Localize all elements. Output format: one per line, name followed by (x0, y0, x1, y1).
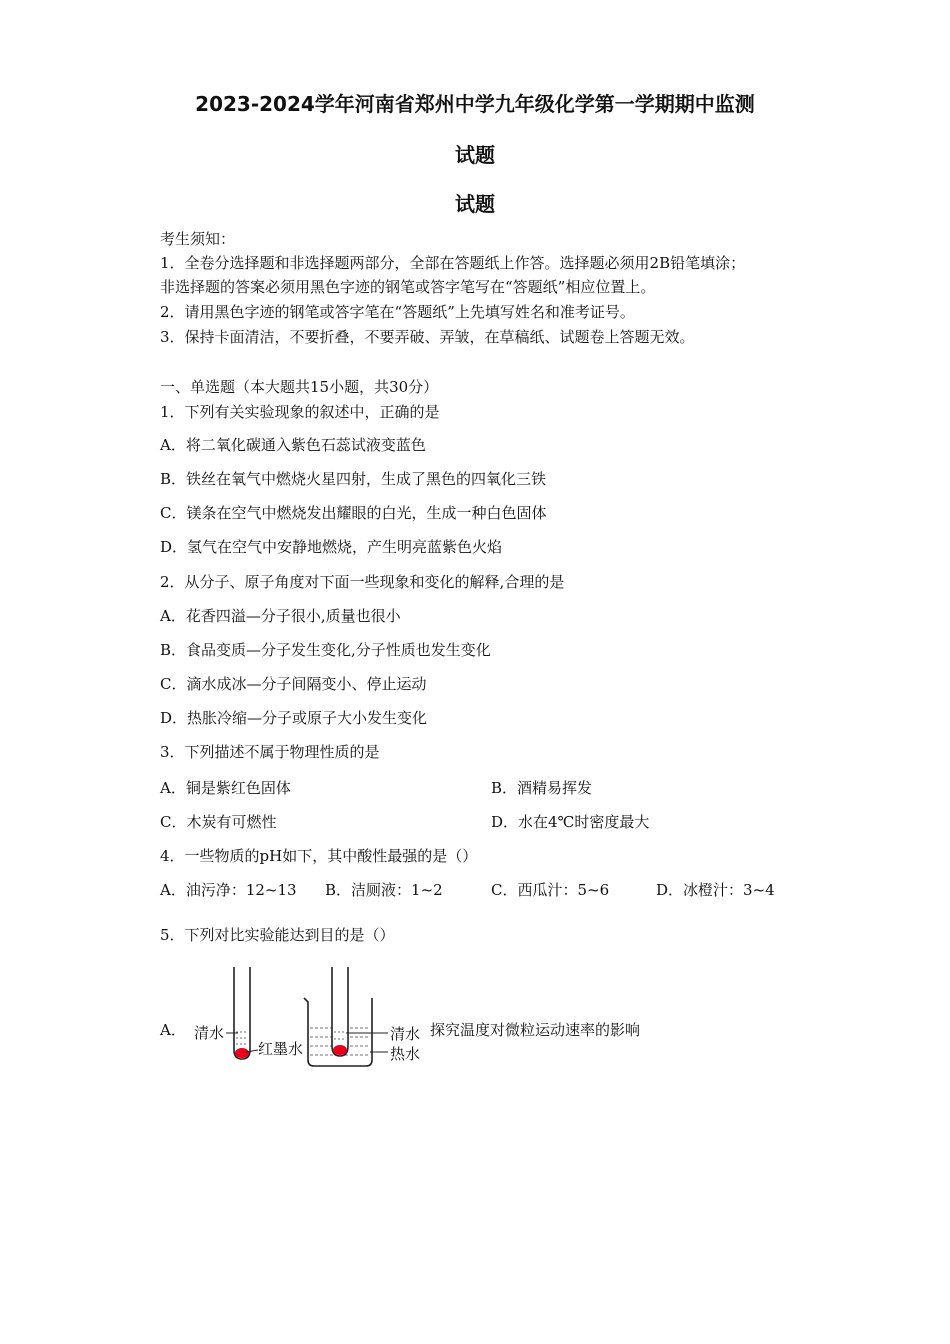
label-hot-water: 热水 (390, 1045, 421, 1063)
q1-option-c: C．镁条在空气中燃烧发出耀眼的白光，生成一种白色固体 (160, 504, 547, 522)
left-red-ink-drop (235, 1048, 249, 1058)
q3-option-a: A．铜是紫红色固体 (160, 779, 291, 797)
q1-option-a: A．将二氧化碳通入紫色石蕊试液变蓝色 (160, 436, 426, 454)
page-subtitle: 试题 (455, 192, 495, 216)
q4-stem: 4．一些物质的pH如下，其中酸性最强的是（） (160, 847, 478, 865)
left-test-tube (234, 967, 250, 1059)
q5-stem: 5．下列对比实验能达到目的是（） (160, 926, 395, 944)
q2-option-c: C．滴水成冰—分子间隔变小、停止运动 (160, 675, 427, 693)
right-test-tube (332, 967, 348, 1056)
page-title: 2023-2024学年河南省郑州中学九年级化学第一学期期中监测 (195, 92, 755, 116)
notice-line-4: 3．保持卡面清洁，不要折叠，不要弄破、弄皱，在草稿纸、试题卷上答题无效。 (160, 328, 695, 346)
label-red-ink: 红墨水 (258, 1040, 304, 1058)
q1-option-d: D．氢气在空气中安静地燃烧，产生明亮蓝紫色火焰 (160, 538, 503, 556)
q5-option-a-letter: A． (160, 1021, 186, 1039)
q3-option-d: D．水在4℃时密度最大 (491, 813, 650, 831)
notice-heading: 考生须知： (160, 230, 236, 248)
notice-line-1: 1．全卷分选择题和非选择题两部分，全部在答题纸上作答。选择题必须用2B铅笔填涂； (160, 254, 746, 272)
page-title-line2: 试题 (455, 143, 495, 167)
label-left-water: 清水 (194, 1024, 225, 1042)
q2-option-a: A．花香四溢—分子很小,质量也很小 (160, 607, 401, 625)
right-red-ink-drop (333, 1045, 347, 1055)
section-heading: 一、单选题（本大题共15小题，共30分） (160, 378, 439, 396)
q3-stem: 3．下列描述不属于物理性质的是 (160, 743, 380, 761)
label-right-water: 清水 (390, 1025, 421, 1043)
q4-option-b: B．洁厕液：1~2 (325, 881, 443, 899)
q5-option-a-description: 探究温度对微粒运动速率的影响 (430, 1021, 641, 1039)
q4-option-d: D．冰橙汁：3~4 (656, 881, 775, 899)
q2-option-b: B．食品变质—分子发生变化,分子性质也发生变化 (160, 641, 491, 659)
notice-line-2: 非选择题的答案必须用黑色字迹的钢笔或答字笔写在“答题纸”相应位置上。 (160, 278, 656, 296)
notice-line-3: 2．请用黑色字迹的钢笔或答字笔在“答题纸”上先填写姓名和准考证号。 (160, 303, 635, 321)
experiment-diagram (180, 962, 430, 1077)
q2-option-d: D．热胀冷缩—分子或原子大小发生变化 (160, 709, 428, 727)
q3-option-b: B．酒精易挥发 (491, 779, 593, 797)
q4-option-a: A．油污净：12~13 (160, 881, 297, 899)
q1-option-b: B．铁丝在氧气中燃烧火星四射，生成了黑色的四氧化三铁 (160, 470, 547, 488)
q4-option-c: C．西瓜汁：5~6 (491, 881, 610, 899)
q3-option-c: C．木炭有可燃性 (160, 813, 277, 831)
q2-stem: 2．从分子、原子角度对下面一些现象和变化的解释,合理的是 (160, 573, 565, 591)
q1-stem: 1．下列有关实验现象的叙述中，正确的是 (160, 403, 440, 421)
